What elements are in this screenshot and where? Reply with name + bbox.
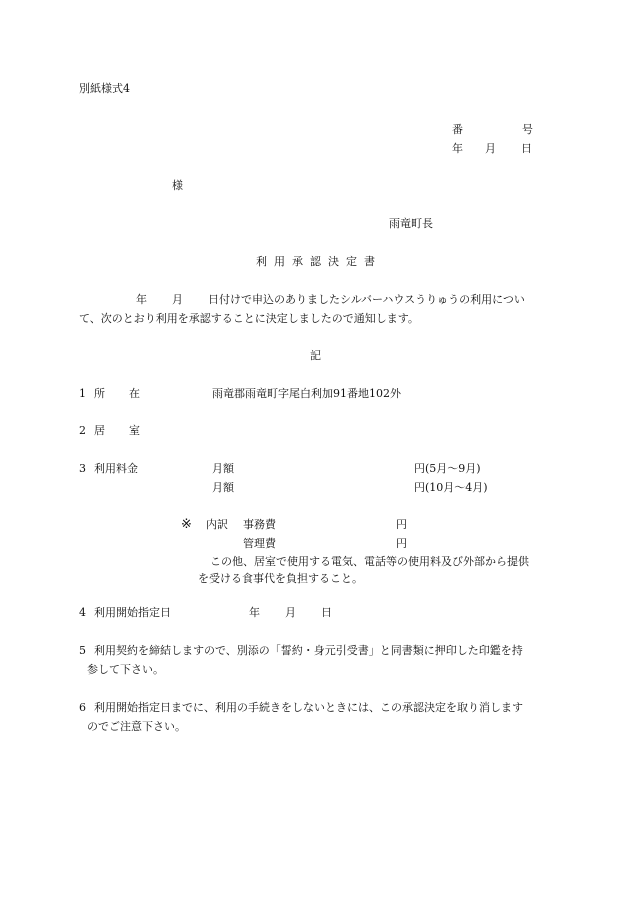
fee-row-1-label: 月額: [212, 462, 234, 475]
item-2-label-a: 居: [94, 424, 105, 437]
item-5-line-2: 参して下さい。: [87, 663, 164, 676]
document-title: [256, 255, 382, 269]
fee-row-2-yen: 円(10月～4月): [414, 481, 488, 494]
item-1-label-b: 在: [129, 387, 140, 400]
intro-line-1: 日付けで申込のありましたシルバーハウスうりゅうの利用につい: [208, 293, 525, 306]
item-2-label-b: 室: [129, 424, 140, 437]
note-text-2: を受ける食事代を負担すること。: [198, 572, 363, 585]
title-char: 用: [274, 255, 285, 268]
item-1-address: 雨竜郡雨竜町字尾白利加91番地102外: [212, 387, 401, 400]
date-year: 年: [452, 142, 463, 155]
title-char: 決: [328, 255, 339, 268]
item-4-year: 年: [249, 606, 260, 619]
intro-month: 月: [172, 293, 183, 306]
intro-line-2: て、次のとおり利用を承認することに決定しましたので通知します。: [79, 312, 419, 325]
note-fee-2-yen: 円: [396, 537, 407, 550]
number-label: 番: [452, 123, 463, 136]
note-label: 内訳: [206, 518, 228, 531]
title-char: 認: [310, 255, 321, 268]
item-4-number: 4: [79, 606, 86, 619]
date-month: 月: [485, 142, 496, 155]
fee-row-2-label: 月額: [212, 481, 234, 494]
note-text-1: この他、居室で使用する電気、電話等の使用料及び外部から提供: [210, 555, 529, 568]
note-fee-1: 事務費: [243, 518, 276, 531]
item-1-number: 1: [79, 387, 86, 400]
item-6-number: 6: [79, 701, 86, 714]
item-4-month: 月: [285, 606, 296, 619]
item-5-line-1: 利用契約を締結しますので、別添の「誓約・身元引受書」と同書類に押印した印鑑を持: [94, 644, 523, 657]
item-2-number: 2: [79, 424, 86, 437]
note-mark: ※: [181, 517, 192, 532]
item-5-number: 5: [79, 644, 86, 657]
item-1-label-a: 所: [94, 387, 105, 400]
form-label: 別紙様式4: [79, 82, 130, 95]
intro-year: 年: [136, 293, 147, 306]
title-char: 承: [292, 255, 303, 268]
number-suffix: 号: [522, 123, 533, 136]
fee-row-1-yen: 円(5月～9月): [414, 462, 481, 475]
date-day: 日: [521, 142, 532, 155]
ki-heading: 記: [310, 349, 321, 362]
title-char: 定: [346, 255, 357, 268]
item-3-number: 3: [79, 462, 86, 475]
note-fee-1-yen: 円: [396, 518, 407, 531]
title-char: 利: [256, 255, 267, 268]
addressee-honorific: 様: [172, 179, 183, 192]
note-fee-2: 管理費: [243, 537, 276, 550]
item-6-line-2: のでご注意下さい。: [87, 720, 186, 733]
item-3-label: 利用料金: [94, 462, 138, 475]
issuer: 雨竜町長: [389, 217, 433, 230]
title-char: 書: [364, 255, 375, 268]
item-4-day: 日: [321, 606, 332, 619]
item-4-label: 利用開始指定日: [94, 606, 171, 619]
item-6-line-1: 利用開始指定日までに、利用の手続きをしないときには、この承認決定を取り消します: [94, 701, 523, 714]
